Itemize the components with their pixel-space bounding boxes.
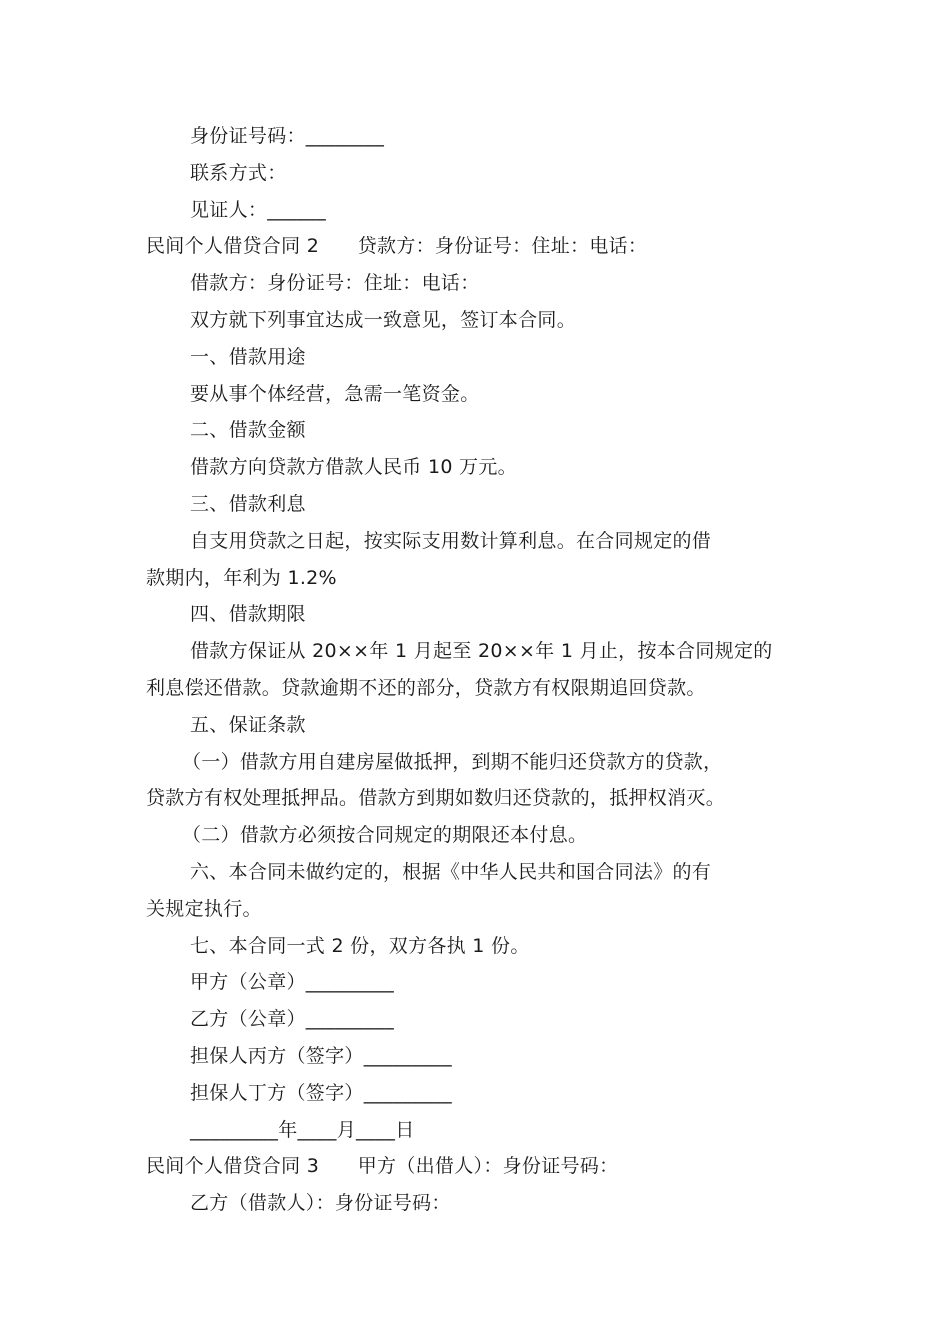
witness-line: 见证人：______ bbox=[190, 198, 327, 221]
purpose-text: 要从事个体经营，急需一笔资金。 bbox=[190, 382, 480, 405]
party-b-seal-line: 乙方（公章）_________ bbox=[190, 1008, 395, 1031]
id-number-line: 身份证号码：________ bbox=[190, 125, 385, 147]
guarantor-d-signature-line: 担保人丁方（签字）_________ bbox=[190, 1081, 452, 1104]
party-a-seal-line: 甲方（公章）_________ bbox=[190, 971, 395, 994]
interest-text-1: 自支用贷款之日起，按实际支用数计算利息。在合同规定的借 bbox=[190, 529, 712, 552]
date-line: _________年____月____日 bbox=[190, 1118, 415, 1141]
section-heading-term: 四、借款期限 bbox=[190, 603, 306, 626]
term-text-1: 借款方保证从 20××年 1 月起至 20××年 1 月止，按本合同规定的 bbox=[190, 640, 773, 663]
section-heading-purpose: 一、借款用途 bbox=[190, 345, 306, 368]
party-b-borrower-line: 乙方（借款人）：身份证号码： bbox=[190, 1192, 451, 1215]
section-six-text-2: 关规定执行。 bbox=[146, 897, 262, 920]
section-heading-guarantee: 五、保证条款 bbox=[190, 713, 306, 736]
contact-line: 联系方式： bbox=[190, 161, 287, 184]
guarantor-c-signature-line: 担保人丙方（签字）_________ bbox=[190, 1044, 452, 1067]
section-heading-interest: 三、借款利息 bbox=[190, 492, 306, 515]
interest-text-2: 款期内，年利为 1.2% bbox=[146, 566, 337, 589]
guarantee-clause-1b: 贷款方有权处理抵押品。借款方到期如数归还贷款的，抵押权消灭。 bbox=[146, 787, 726, 810]
amount-text: 借款方向贷款方借款人民币 10 万元。 bbox=[190, 456, 517, 479]
contract-2-heading: 民间个人借贷合同 2 贷款方：身份证号：住址：电话： bbox=[146, 235, 648, 258]
section-heading-amount: 二、借款金额 bbox=[190, 419, 306, 442]
borrower-info-line: 借款方：身份证号：住址：电话： bbox=[190, 272, 480, 295]
guarantee-clause-2: （二）借款方必须按合同规定的期限还本付息。 bbox=[182, 824, 588, 847]
section-seven-text: 七、本合同一式 2 份，双方各执 1 份。 bbox=[190, 934, 530, 957]
contract-3-heading: 民间个人借贷合同 3 甲方（出借人）：身份证号码： bbox=[146, 1155, 619, 1178]
term-text-2: 利息偿还借款。贷款逾期不还的部分，贷款方有权限期追回贷款。 bbox=[146, 676, 706, 699]
section-six-text-1: 六、本合同未做约定的，根据《中华人民共和国合同法》的有 bbox=[190, 860, 712, 883]
document-body bbox=[146, 118, 816, 1222]
agreement-intro: 双方就下列事宜达成一致意见，签订本合同。 bbox=[190, 308, 577, 331]
guarantee-clause-1a: （一）借款方用自建房屋做抵押，到期不能归还贷款方的贷款， bbox=[182, 750, 723, 773]
